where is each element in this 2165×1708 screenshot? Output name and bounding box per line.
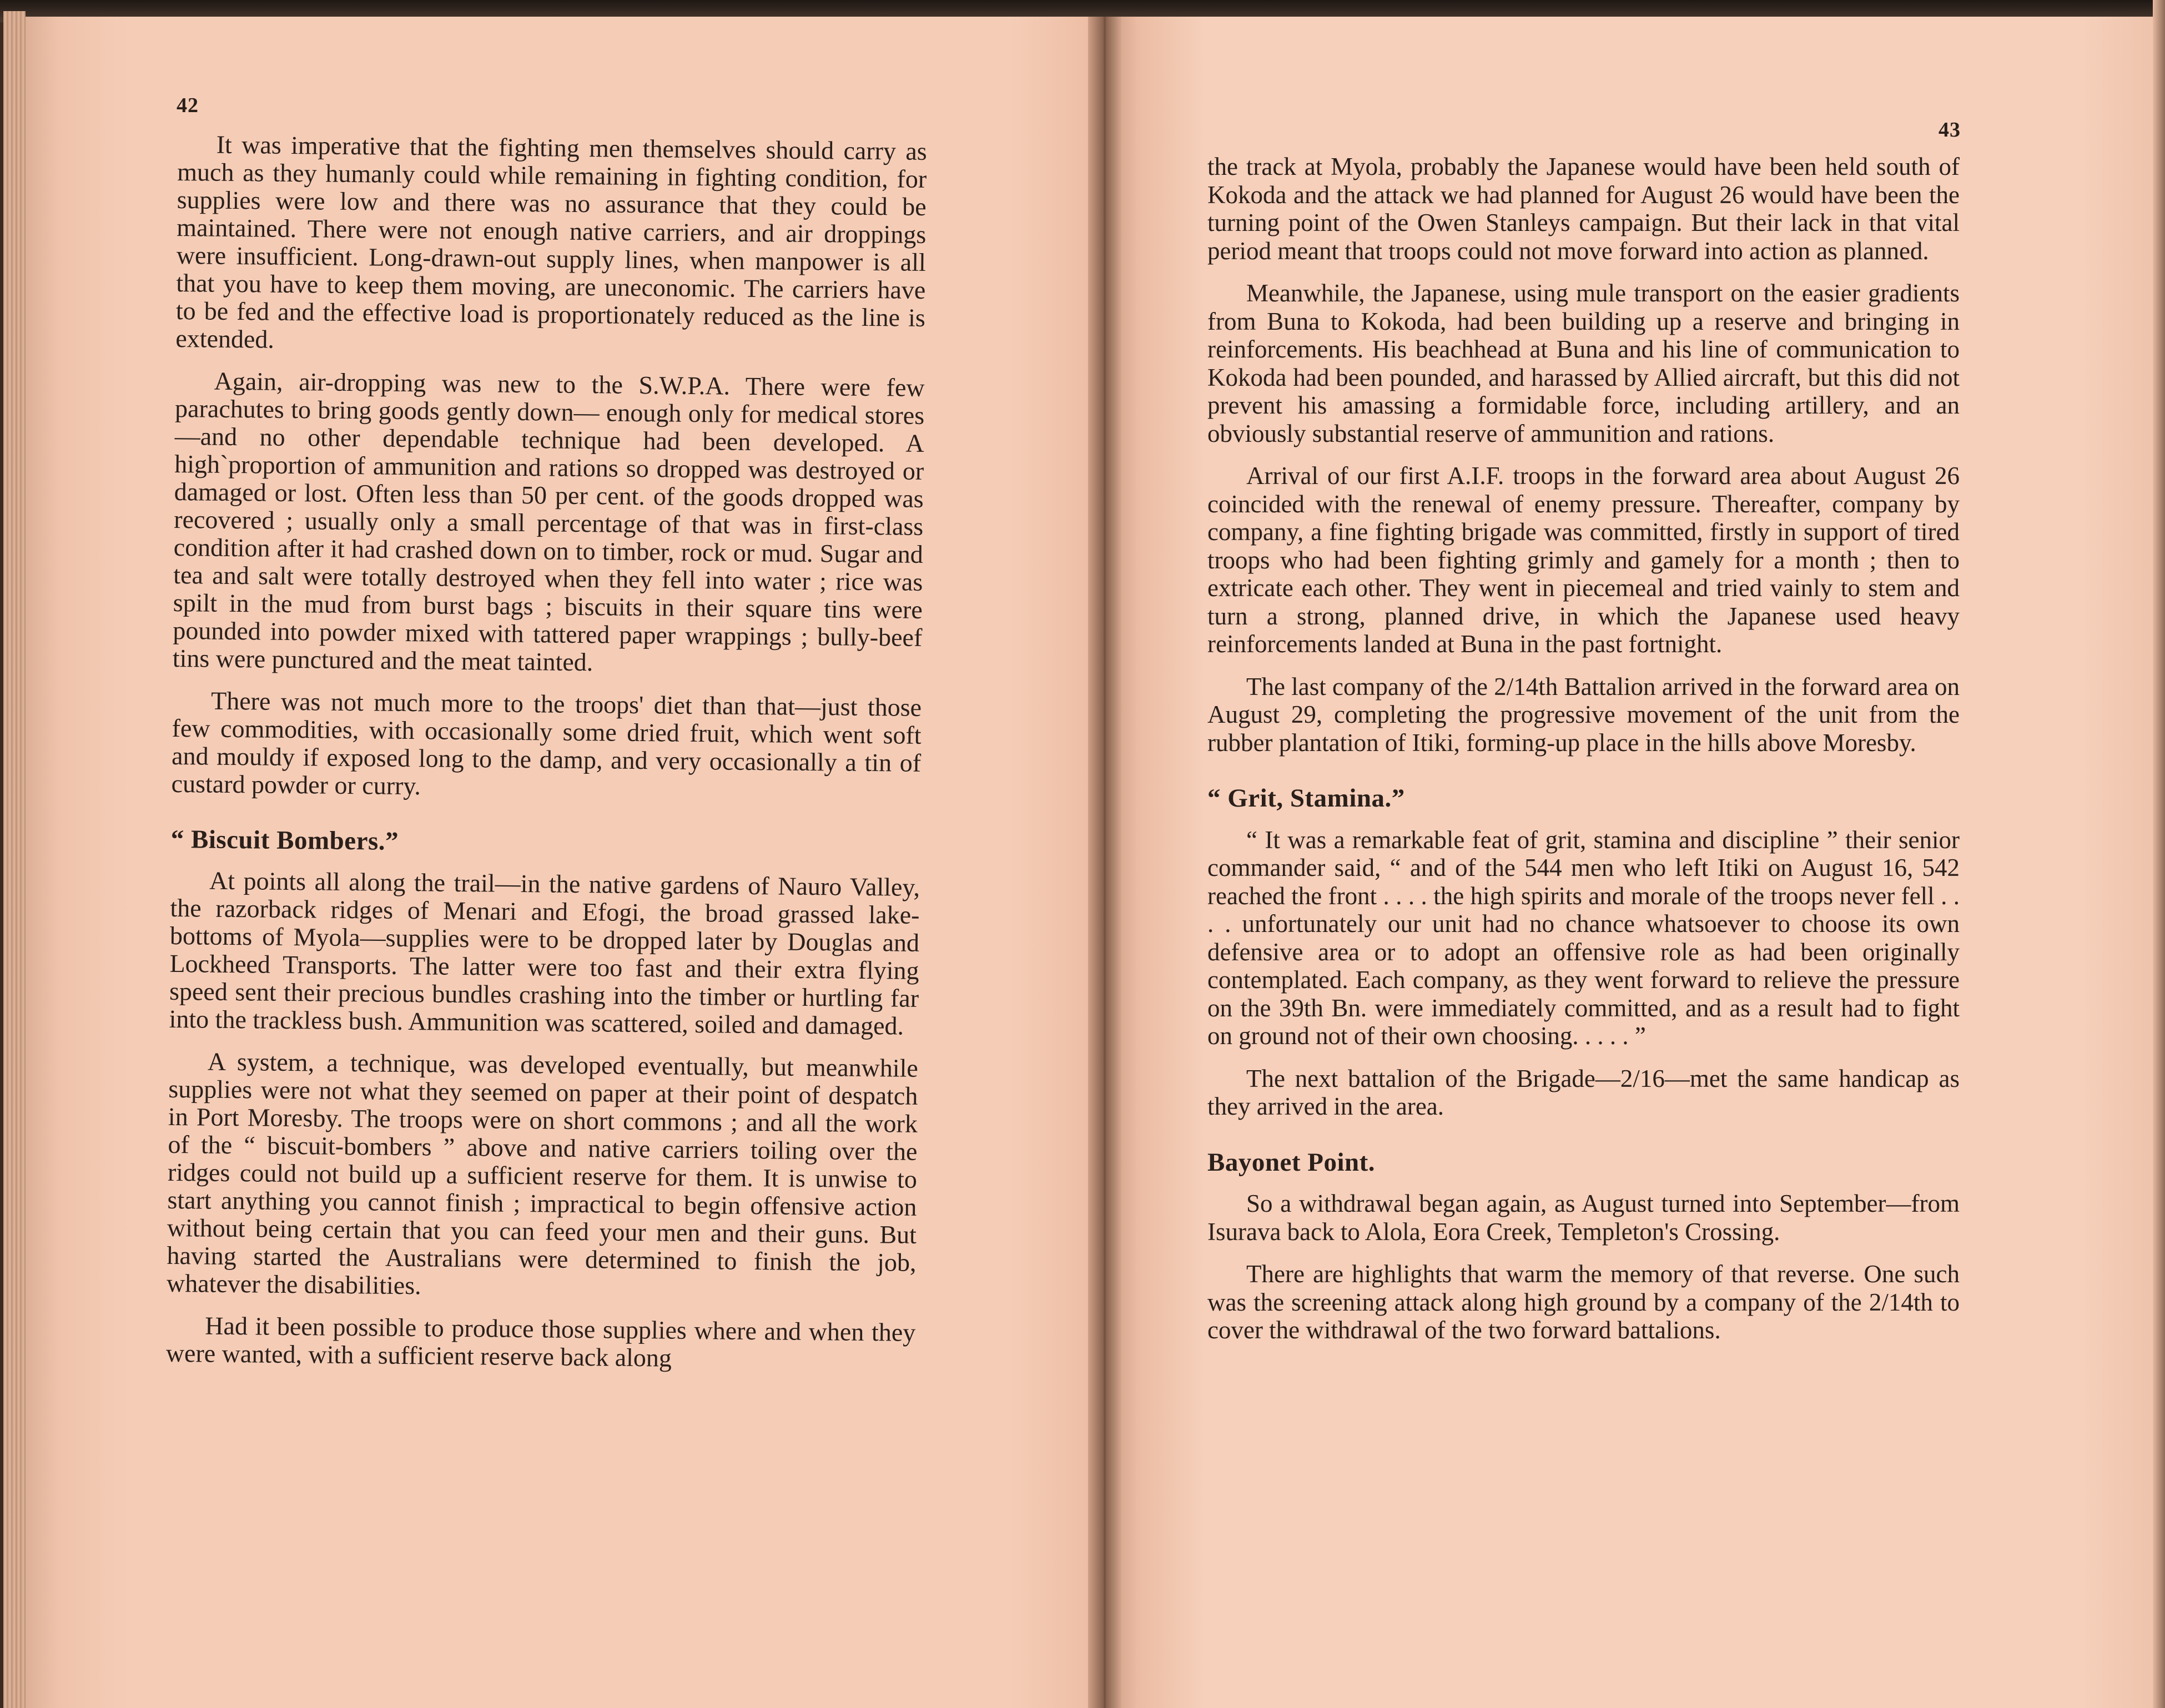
paragraph: Meanwhile, the Japanese, using mule transport on the easier gradients from Buna to Kokoda, had been building up a reserve and bringing in reinforcements. His beachhead at Buna and his line of communication to Kokoda had been pounded, and harassed by Allied aircraft, but this did not prevent his amassing a formidable force, including artillery, and an obviously substantial reserve of ammunition and rations. <box>1207 279 1960 447</box>
book-right-edge <box>2153 0 2165 1708</box>
left-page-text <box>166 130 927 1374</box>
paragraph: It was imperative that the fighting men themselves should carry as much as they humanly could while remaining in fighting condition, for supplies were low and there was no assurance that they could be maintained. There were not enough native carriers, and air droppings were insufficient. Long-drawn-out supply lines, when manpower is all that you have to keep them moving, are uneconomic. The carriers have to be fed and the effective load is proportionately reduced as the line is extended. <box>175 130 927 354</box>
paragraph: Again, air-dropping was new to the S.W.P.A. There were few parachutes to bring goods gently down— enough only for medical stores—and no other dependable technique had been developed. A high`proportion of ammunition and rations so dropped was destroyed or damaged or lost. Often less than 50 per cent. of the goods dropped was recovered ; usually only a small percentage of that was in first-class condition after it had crashed down on to timber, rock or mud. Sugar and tea and salt were totally destroyed when they fell into water ; rice was spilt in the mud from burst bags ; biscuits in their square tins were pounded into powder mixed with tattered paper wrappings ; bully-beef tins were punctured and the meat tainted. <box>172 366 925 677</box>
section-heading-biscuit-bombers: “ Biscuit Bombers.” <box>170 824 399 856</box>
book-gutter <box>1088 17 1121 1708</box>
paragraph: There are highlights that warm the memory of that reverse. One such was the screening attack along high ground by a company of the 2/14th to cover the withdrawal of the two forward battalions. <box>1207 1260 1960 1344</box>
paragraph: Arrival of our first A.I.F. troops in the forward area about August 26 coincided with the renewal of enemy pressure. Thereafter, company by company, a fine fighting brigade was committed, firstly in support of tired troops who had been fighting grimly and gamely for a month ; then to extricate each other. They went in piecemeal and tried vainly to stem and turn a strong, planned drive, in which the Japanese used heavy reinforcements landed at Buna in the past fortnight. <box>1207 462 1960 658</box>
right-page-number: 43 <box>1939 118 1961 142</box>
paragraph: Had it been possible to produce those supplies where and when they were wanted, with a sufficient reserve back along <box>165 1311 916 1372</box>
paragraph-continued: the track at Myola, probably the Japanese would have been held south of Kokoda and the attack we had planned for August 26 would have been the turning point of the Owen Stanleys campaign. But their lack in that vital period meant that troops could not move forward into action as planned. <box>1207 153 1960 265</box>
paragraph: The next battalion of the Brigade—2/16—met the same handicap as they arrived in the area. <box>1207 1064 1960 1120</box>
paragraph: There was not much more to the troops' diet than that—just those few commodities, with occasionally some dried fruit, which went soft and mouldy if exposed long to the damp, and very occasionally a tin of custard powder or curry. <box>171 686 922 800</box>
paragraph: So a withdrawal began again, as August turned into September—from Isurava back to Alola, Eora Creek, Templeton's Crossing. <box>1207 1190 1960 1246</box>
section-heading-grit-stamina: “ Grit, Stamina.” <box>1207 784 1405 813</box>
left-page-number: 42 <box>177 94 199 117</box>
paragraph: “ It was a remarkable feat of grit, stamina and discipline ” their senior commander said, “ and of the 544 men who left Itiki on August 16, 542 reached the front . . . . the high spirits and morale of the troops never fell . . . . unfortunately our unit had no chance whatsoever to choose its own defensive area or to adopt an offensive role as had been originally contemplated. Each company, as they went forward to relieve the pressure on the 39th Bn. were immediately committed, and as a result had to fight on ground not of their own choosing. . . . . ” <box>1207 825 1960 1050</box>
right-page-text <box>1207 153 1960 1344</box>
paragraph: A system, a technique, was developed eventually, but meanwhile supplies were not what they seemed on paper at their point of despatch in Port Moresby. The troops were on short commons ; and all the work of the “ biscuit-bombers ” above and native carriers toiling over the ridges could not build up a sufficient reserve for them. It is unwise to start anything you cannot finish ; impractical to begin offensive action without being certain that you can feed your men and their guns. But having started the Australians were determined to finish the job, whatever the disabilities. <box>166 1047 919 1300</box>
paragraph: The last company of the 2/14th Battalion arrived in the forward area on August 29, completing the progressive movement of the unit from the rubber plantation of Itiki, forming-up place in the hills above Moresby. <box>1207 672 1960 757</box>
paragraph: At points all along the trail—in the native gardens of Nauro Valley, the razorback ridges of Menari and Efogi, the broad grassed lake-bottoms of Myola—supplies were to be dropped later by Douglas and Lockheed Transports. The latter were too fast and their extra flying speed sent their precious bundles crashing into the timber or hurtling far into the trackless bush. Ammunition was scattered, soiled and damaged. <box>169 866 920 1040</box>
section-heading-bayonet-point: Bayonet Point. <box>1207 1147 1376 1177</box>
